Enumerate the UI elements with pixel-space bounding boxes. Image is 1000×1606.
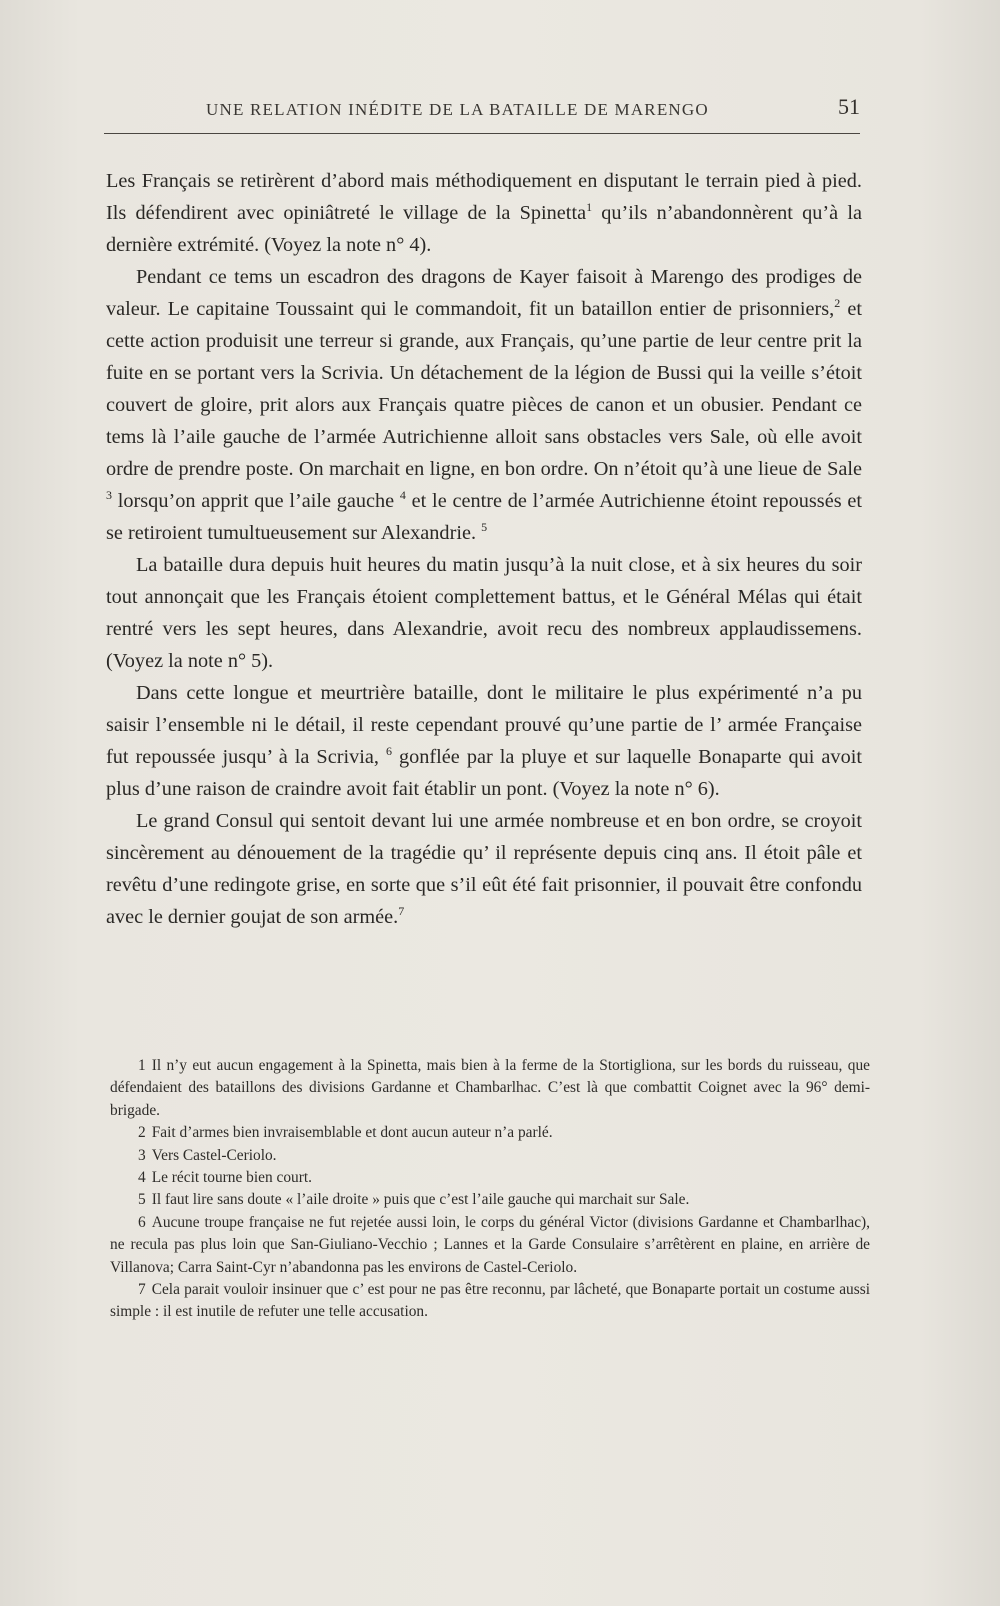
text-segment: Dans cette longue et meurtrière bataille, dont le militaire le plus expérimenté n’a pu saisir l’ensemble ni le détail, il reste cependant prouvé qu’une partie de l’ armée Française fut repoussée jusqu’ à la Scrivia, — [106, 682, 862, 768]
paragraph — [106, 549, 862, 677]
paragraph — [106, 261, 862, 549]
footnote-reference: 1 — [586, 200, 593, 214]
footnote-number: 1 — [138, 1057, 146, 1074]
text-segment: Le grand Consul qui sentoit devant lui une armée nombreuse et en bon ordre, se croyoit sincèrement au dénouement de la tragédie qu’ il représente depuis cinq ans. Il étoit pâle et revêtu d’une redingote grise, en sorte que s’il eût été fait prisonnier, il pouvait être confondu avec le dernier goujat de son armée. — [106, 810, 862, 928]
paragraph — [106, 805, 862, 933]
footnote — [110, 1167, 870, 1189]
footnote-reference: 7 — [398, 904, 405, 918]
footnote-reference: 3 — [106, 488, 112, 502]
running-title: UNE RELATION INÉDITE DE LA BATAILLE DE MARENGO — [206, 100, 709, 119]
footnote-text: Vers Castel-Ceriolo. — [151, 1146, 277, 1164]
footnote-reference: 4 — [399, 488, 406, 502]
footnote-number: 3 — [138, 1146, 146, 1164]
paragraph — [106, 677, 862, 805]
footnote-number: 6 — [138, 1213, 146, 1231]
footnote — [110, 1279, 870, 1324]
footnote-text: Le récit tourne bien court. — [151, 1169, 312, 1187]
page-number: 51 — [838, 94, 860, 119]
header-rule — [104, 133, 860, 134]
footnote-text: Il faut lire sans doute « l’aile droite » puis que c’est l’aile gauche qui marchait sur Sale. — [151, 1191, 690, 1209]
footnote-text: Cela parait vouloir insinuer que c’ est pour ne pas être reconnu, par lâcheté, que Bonaparte portait un costume aussi simple : il est inutile de refuter une telle accusation. — [110, 1281, 870, 1321]
footnote — [110, 1055, 870, 1122]
footnote-reference: 2 — [834, 296, 841, 310]
text-segment: et le centre de l’armée Autrichienne étoint repoussés et se retiroient tumultueusement sur Alexandrie. — [106, 490, 862, 544]
footnotes — [110, 1055, 870, 1324]
footnote — [110, 1212, 870, 1279]
text-segment: gonflée par la pluye et sur laquelle Bonaparte qui avoit plus d’une raison de craindre avoit fait établir un pont. (Voyez la note n° 6). — [106, 746, 862, 800]
footnote-text: Aucune troupe française ne fut rejetée aussi loin, le corps du général Victor (divisions Gardanne et Chambarlhac), ne recula pas plus loin que San-Giuliano-Vecchio ; Lannes et la Garde Consulaire s’arrêtèrent en plaine, en arrière de Villanova; Carra Saint-Cyr n’abandonna pas les environs de Castel-Ceriolo. — [110, 1213, 870, 1276]
paragraph — [106, 165, 862, 261]
text-segment: qu’ils n’abandonnèrent qu’à la dernière extrémité. (Voyez la note n° 4). — [106, 202, 862, 256]
footnote-number: 7 — [138, 1281, 146, 1299]
footnote-reference: 6 — [385, 744, 392, 758]
text-segment: La bataille dura depuis huit heures du matin jusqu’à la nuit close, et à six heures du soir tout annonçait que les Français étoient complettement battus, et le Général Mélas qui était rentré vers les sept heures, dans Alexandrie, avoit recu des nombreux applaudissemens. (Voyez la note n° 5). — [106, 554, 862, 672]
footnote-text: Il n’y eut aucun engagement à la Spinetta, mais bien à la ferme de la Stortigliona, sur les bords du ruisseau, que défendaient des bataillons des divisions Gardanne et Chambarlhac. C’est là que combattit Coignet avec la 96° demi-brigade. — [110, 1057, 870, 1119]
text-segment: Les Français se retirèrent d’abord mais méthodiquement en disputant le terrain pied à pied. Ils défendirent avec opiniâtreté le village de la Spinetta — [106, 170, 862, 224]
footnote-number: 5 — [138, 1191, 146, 1209]
text-segment: lorsqu’on apprit que l’aile gauche — [112, 490, 400, 512]
footnote — [110, 1122, 870, 1144]
footnote-text: Fait d’armes bien invraisemblable et dont aucun auteur n’a parlé. — [151, 1124, 553, 1142]
footnote-reference: 5 — [481, 520, 488, 534]
footnote — [110, 1145, 870, 1167]
page-header — [100, 92, 860, 132]
footnote-number: 4 — [138, 1169, 146, 1187]
text-segment: Pendant ce tems un escadron des dragons de Kayer faisoit à Marengo des prodiges de valeur. Le capitaine Toussaint qui le commandoit, fit un bataillon entier de prisonniers, — [106, 266, 862, 320]
main-text — [106, 165, 862, 933]
footnote — [110, 1189, 870, 1211]
text-segment: et cette action produisit une terreur si grande, aux Français, qu’une partie de leur centre prit la fuite en se portant vers la Scrivia. Un détachement de la légion de Bussi qui la veille s’étoit couvert de gloire, prit alors aux Français quatre pièces de canon et un obusier. Pendant ce tems là l’aile gauche de l’armée Autrichienne alloit sans obstacles vers Sale, où elle avoit ordre de prendre poste. On marchait en ligne, en bon ordre. On n’étoit qu’à une lieue de Sale — [106, 298, 863, 480]
footnote-number: 2 — [138, 1124, 146, 1142]
